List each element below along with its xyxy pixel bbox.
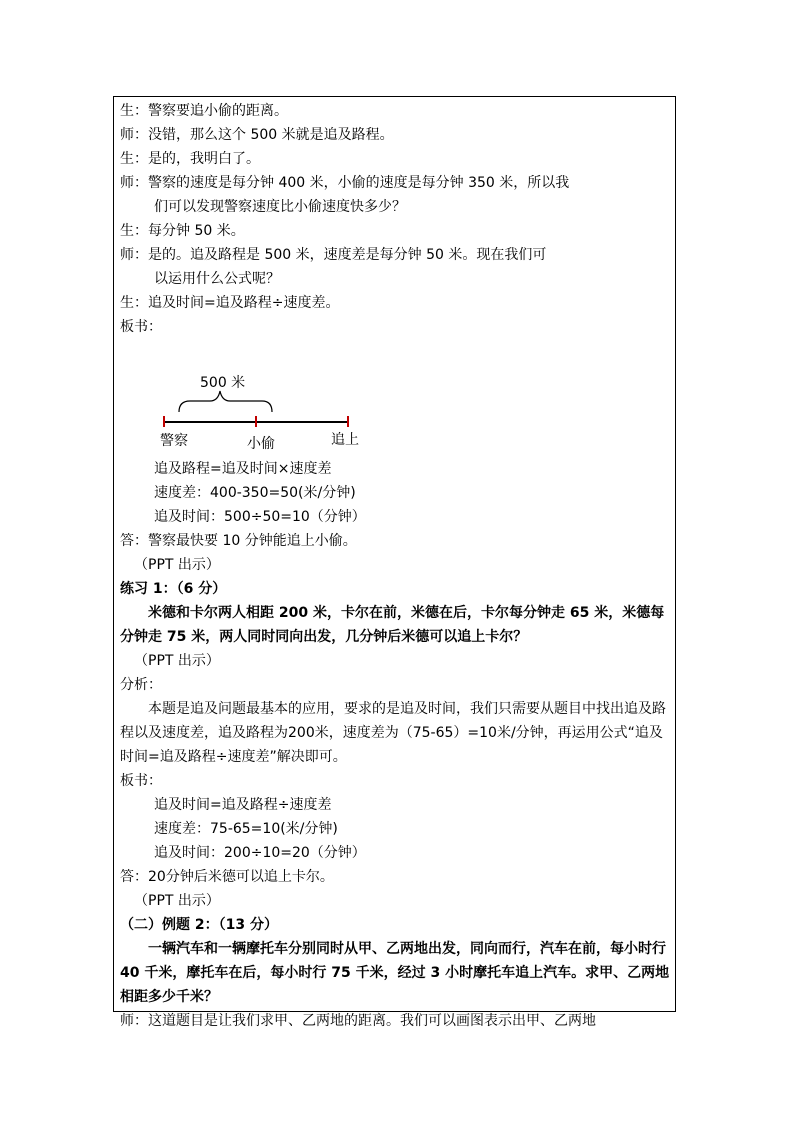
dialogue-line-cont: 以运用什么公式呢？ — [154, 271, 280, 287]
chase-diagram — [120, 339, 672, 457]
answer-line: 答：警察最快要 10 分钟能追上小偷。 — [120, 533, 357, 549]
ppt-note: （PPT 出示） — [134, 893, 220, 909]
thief-label: 小偷 — [247, 436, 275, 452]
dialogue-line: 师：没错，那么这个 500 米就是追及路程。 — [120, 127, 394, 143]
lesson-content — [120, 99, 672, 1033]
dialogue-line: 师：这道题目是让我们求甲、乙两地的距离。我们可以画图表示出甲、乙两地 — [120, 1013, 596, 1029]
table-cell-frame — [113, 96, 676, 1029]
formula-line: 追及时间：500÷50=10（分钟） — [154, 509, 366, 525]
example-title: （二）例题 2：（13 分） — [120, 917, 278, 933]
dialogue-line: 生：每分钟 50 米。 — [120, 223, 245, 239]
example-problem: 一辆汽车和一辆摩托车分别同时从甲、乙两地出发，同向而行，汽车在前，每小时行 40 千米，摩托车在后，每小时行 75 千米，经过 3 小时摩托车追上汽车。求甲、乙两地相距多少千米？ — [120, 941, 670, 1005]
formula-line: 追及时间=追及路程÷速度差 — [154, 797, 332, 813]
dialogue-line: 师：是的。追及路程是 500 米，速度差是每分钟 50 米。现在我们可 — [120, 247, 547, 263]
exercise-problem: 米德和卡尔两人相距 200 米，卡尔在前，米德在后，卡尔每分钟走 65 米，米德每分钟走 75 米，两人同时同向出发，几分钟后米德可以追上卡尔？ — [120, 605, 665, 645]
analysis-label: 分析： — [120, 677, 162, 693]
dialogue-line-cont: 们可以发现警察速度比小偷速度快多少？ — [154, 199, 406, 215]
dialogue-line: 生：是的，我明白了。 — [120, 151, 260, 167]
ppt-note: （PPT 出示） — [134, 557, 220, 573]
distance-label: 500 米 — [200, 375, 246, 391]
analysis-text: 本题是追及问题最基本的应用，要求的是追及时间，我们只需要从题目中找出追及路程以及速度差，追及路程为200米，速度差为（75-65）=10米/分钟，再运用公式“追及时间=追及路程÷速度差”解决即可。 — [120, 701, 666, 765]
exercise-title: 练习 1：（6 分） — [120, 581, 227, 597]
ppt-note: （PPT 出示） — [134, 653, 220, 669]
dialogue-line: 生：追及时间=追及路程÷速度差。 — [120, 295, 340, 311]
formula-line: 速度差：75-65=10(米/分钟) — [154, 821, 338, 837]
answer-line: 答：20分钟后米德可以追上卡尔。 — [120, 869, 334, 885]
formula-line: 速度差：400-350=50(米/分钟) — [154, 485, 356, 501]
dialogue-line: 生：警察要追小偷的距离。 — [120, 103, 288, 119]
distance-brace — [179, 391, 272, 412]
dialogue-line: 师：警察的速度是每分钟 400 米，小偷的速度是每分钟 350 米，所以我 — [120, 175, 570, 191]
formula-line: 追及时间：200÷10=20（分钟） — [154, 845, 366, 861]
catch-up-label: 追上 — [331, 432, 359, 448]
board-label: 板书： — [120, 319, 162, 335]
board-label: 板书： — [120, 773, 162, 789]
police-label: 警察 — [160, 433, 188, 449]
formula-line: 追及路程=追及时间×速度差 — [154, 461, 332, 477]
